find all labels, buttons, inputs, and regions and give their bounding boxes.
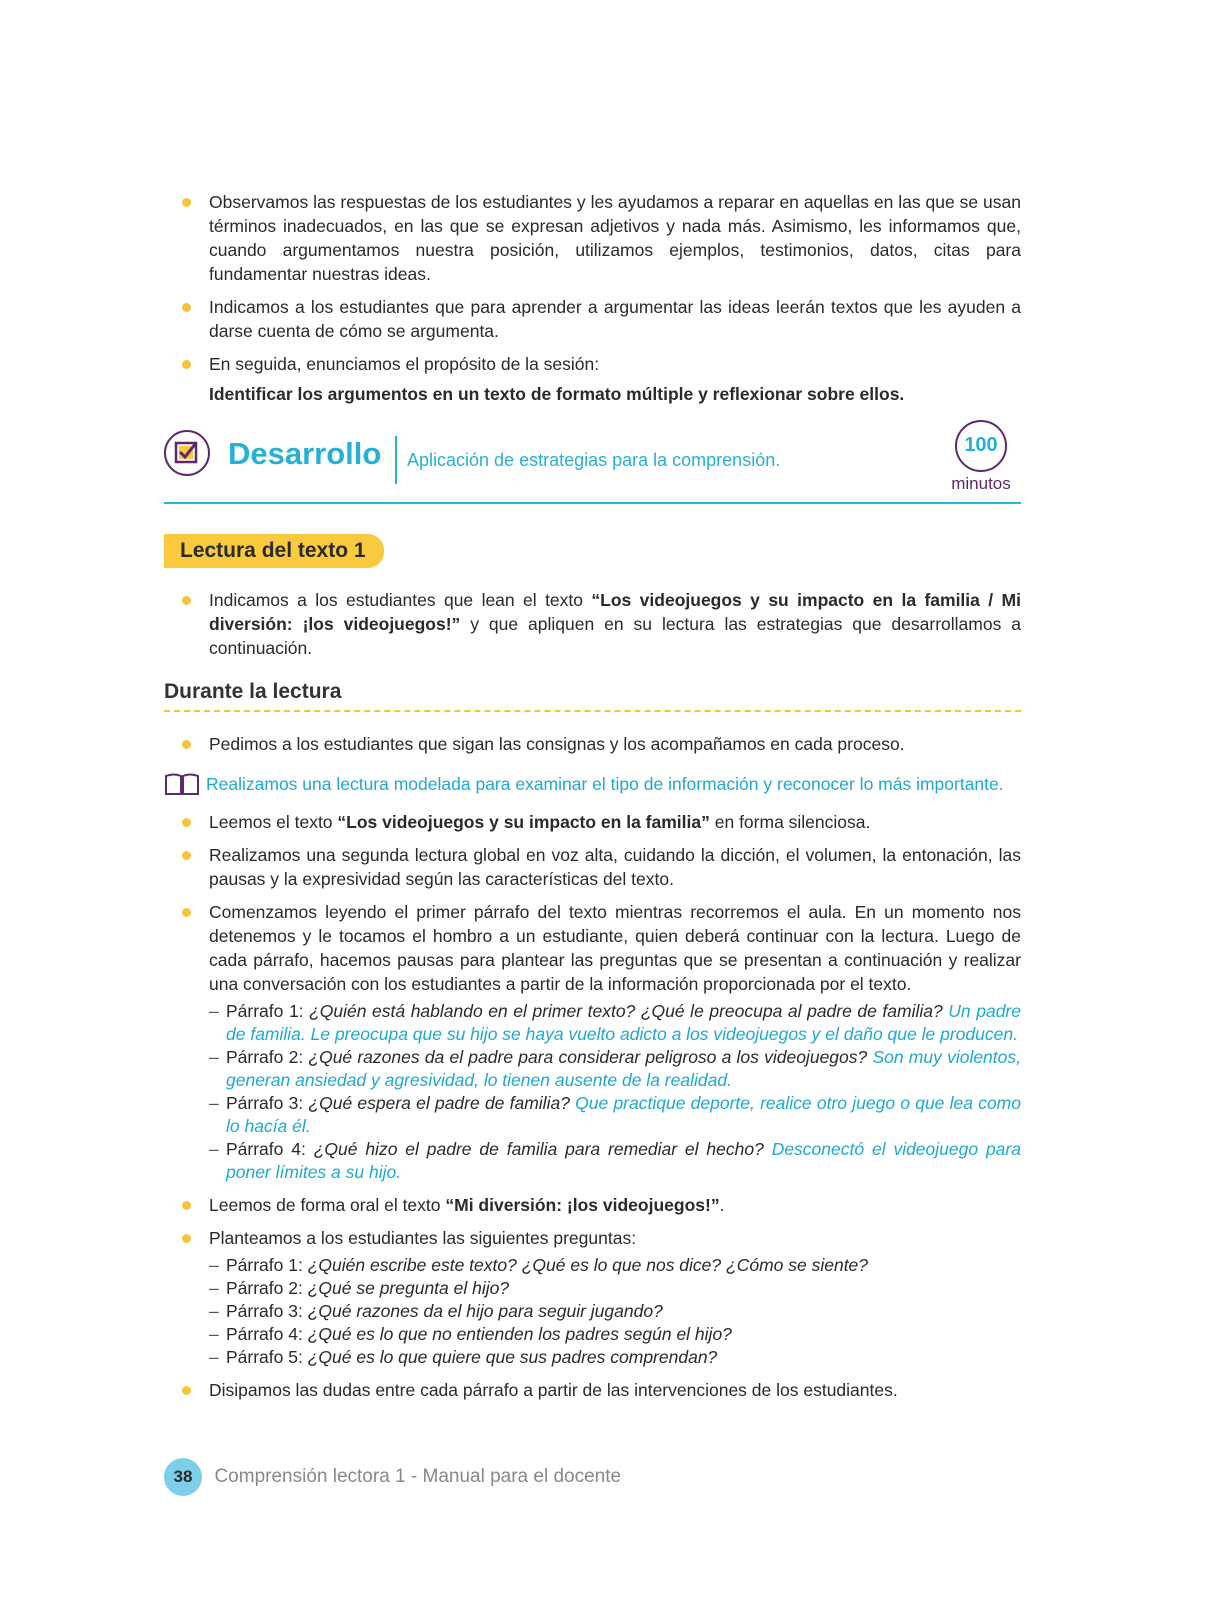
bullet-dot-icon	[182, 1201, 191, 1210]
list-item	[164, 295, 1021, 343]
intro-bullets	[164, 190, 1021, 406]
durante-bullets	[164, 732, 1021, 756]
timer-value: 100	[964, 434, 998, 456]
answer: Son muy violentos, generan ansiedad y agresividad, lo tienen ausente de la realidad.	[226, 1047, 1021, 1090]
question-item: – Párrafo 4: ¿Qué es lo que no entienden los padres según el hijo?	[209, 1324, 732, 1344]
list-item	[164, 900, 1021, 1184]
question: ¿Qué es lo que no entienden los padres según el hijo?	[307, 1324, 732, 1344]
book-icon	[164, 772, 200, 796]
question: ¿Quién escribe este texto? ¿Qué es lo que nos dice? ¿Cómo se siente?	[307, 1255, 869, 1275]
paragraph-label: Párrafo 2:	[226, 1047, 309, 1067]
paragraph-questions-2	[209, 1254, 1021, 1369]
text-title: “Mi diversión: ¡los videojuegos!”	[445, 1195, 720, 1215]
question-item: – Párrafo 5: ¿Qué es lo que quiere que sus padres comprendan?	[209, 1347, 718, 1367]
paragraph-label: Párrafo 5:	[226, 1347, 308, 1367]
footer-title: Comprensión lectora 1 - Manual para el docente	[214, 1466, 622, 1487]
question: ¿Qué razones da el padre para considerar peligroso a los videojuegos?	[308, 1047, 873, 1067]
paragraph-questions-1	[209, 1000, 1021, 1184]
question-item: – Párrafo 1: ¿Quién escribe este texto? ¿Qué es lo que nos dice? ¿Cómo se siente?	[209, 1255, 869, 1275]
list-item	[164, 732, 1021, 756]
session-purpose: Identificar los argumentos en un texto de formato múltiple y reflexionar sobre ellos.	[209, 384, 905, 404]
desarrollo-header	[164, 420, 1021, 504]
bullet-text: Indicamos a los estudiantes que para aprender a argumentar las ideas leerán textos que les ayuden a darse cuenta de cómo se argumenta.	[209, 297, 1021, 341]
durante-title: Durante la lectura	[164, 680, 1021, 712]
list-item	[164, 843, 1021, 891]
answer: Un padre de familia. Le preocupa que su hijo se haya vuelto adicto a los videojuegos y el daño que le producen.	[226, 1001, 1021, 1044]
bullet-text: Realizamos una segunda lectura global en voz alta, cuidando la dicción, el volumen, la entonación, las pausas y la expresividad según las características del texto.	[209, 845, 1021, 889]
answer: Desconectó el videojuego para poner límites a su hijo.	[226, 1139, 1021, 1182]
timer-badge	[941, 420, 1021, 494]
lectura-label: Lectura del texto 1	[164, 534, 384, 568]
desarrollo-title: Desarrollo	[228, 436, 382, 471]
bullet-text: Indicamos a los estudiantes que lean el texto	[209, 590, 592, 610]
bullet-text: Planteamos a los estudiantes las siguientes preguntas:	[209, 1228, 637, 1248]
question-item: – Párrafo 1: ¿Quién está hablando en el primer texto? ¿Qué le preocupa al padre de familia? Un padre de familia. Le preocupa que su hijo se haya vuelto adicto a los videojuegos y el daño que le producen.	[209, 1001, 1021, 1044]
bullet-dot-icon	[182, 198, 191, 207]
list-item	[164, 1193, 1021, 1217]
list-item	[164, 190, 1021, 286]
bullet-dot-icon	[182, 303, 191, 312]
text-title: “Los videojuegos y su impacto en la familia / Mi diversión: ¡los videojuegos!”	[209, 590, 1021, 634]
reading-steps	[164, 810, 1021, 1402]
bullet-dot-icon	[182, 1386, 191, 1395]
bullet-text: Disipamos las dudas entre cada párrafo a partir de las intervenciones de los estudiantes.	[209, 1380, 898, 1400]
bullet-dot-icon	[182, 851, 191, 860]
bullet-dot-icon	[182, 818, 191, 827]
modeled-text: Realizamos una lectura modelada para examinar el tipo de información y reconocer lo más importante.	[206, 774, 1004, 794]
checkbox-icon	[164, 430, 210, 476]
question-item: – Párrafo 2: ¿Qué razones da el padre para considerar peligroso a los videojuegos? Son muy violentos, generan ansiedad y agresividad, lo tienen ausente de la realidad.	[209, 1047, 1021, 1090]
page-number: 38	[164, 1458, 202, 1496]
bullet-text: Observamos las respuestas de los estudiantes y les ayudamos a reparar en aquellas en las que se usan términos inadecuados, en las que se expresan adjetivos y nada más. Asimismo, les informamos que, cuando argumentamos nuestra posición, utilizamos ejemplos, testimonios, datos, citas para fundamentar nuestras ideas.	[209, 192, 1021, 284]
timer-unit: minutos	[951, 474, 1011, 493]
paragraph-label: Párrafo 3:	[226, 1093, 309, 1113]
bullet-text: y que apliquen en su lectura las estrategias que desarrollamos a continuación.	[209, 614, 1021, 658]
bullet-text: en forma silenciosa.	[709, 812, 871, 832]
bullet-dot-icon	[182, 596, 191, 605]
question: ¿Quién está hablando en el primer texto? ¿Qué le preocupa al padre de familia?	[309, 1001, 949, 1021]
question-item: – Párrafo 4: ¿Qué hizo el padre de familia para remediar el hecho? Desconectó el videojuego para poner límites a su hijo.	[209, 1139, 1021, 1182]
bullet-text: .	[719, 1195, 725, 1215]
list-item	[164, 588, 1021, 660]
list-item	[164, 1378, 1021, 1402]
paragraph-label: Párrafo 1:	[226, 1001, 310, 1021]
bullet-text: Comenzamos leyendo el primer párrafo del texto mientras recorremos el aula. En un momento nos detenemos y le tocamos el hombro a un estudiante, quien deberá continuar con la lectura. Luego de cada párrafo, hacemos pausas para plantear las preguntas que se presentan a continuación y realizar una conversación con los estudiantes a partir de la información proporcionada por el texto.	[209, 902, 1021, 994]
page-footer	[164, 1458, 621, 1496]
question: ¿Qué se pregunta el hijo?	[307, 1278, 510, 1298]
clock-icon	[955, 420, 1007, 472]
bullet-text: Leemos de forma oral el texto	[209, 1195, 446, 1215]
list-item	[164, 352, 1021, 406]
paragraph-label: Párrafo 2:	[226, 1278, 308, 1298]
question-item: – Párrafo 2: ¿Qué se pregunta el hijo?	[209, 1278, 510, 1298]
question: ¿Qué hizo el padre de familia para remediar el hecho?	[313, 1139, 772, 1159]
bullet-text: Leemos el texto	[209, 812, 338, 832]
header-divider	[395, 436, 397, 484]
question-item: – Párrafo 3: ¿Qué espera el padre de familia? Que practique deporte, realice otro juego o que lea como lo hacía él.	[209, 1093, 1021, 1136]
text-title: “Los videojuegos y su impacto en la familia”	[337, 812, 710, 832]
modeled-reading-note	[164, 772, 1021, 796]
paragraph-label: Párrafo 4:	[226, 1139, 314, 1159]
bullet-dot-icon	[182, 360, 191, 369]
answer: Que practique deporte, realice otro juego o que lea como lo hacía él.	[226, 1093, 1021, 1136]
question-item: – Párrafo 3: ¿Qué razones da el hijo para seguir jugando?	[209, 1301, 663, 1321]
list-item	[164, 1226, 1021, 1369]
page-content	[164, 190, 1021, 1411]
bullet-dot-icon	[182, 908, 191, 917]
question: ¿Qué es lo que quiere que sus padres comprendan?	[307, 1347, 718, 1367]
list-item	[164, 810, 1021, 834]
bullet-dot-icon	[182, 1234, 191, 1243]
lectura-bullets	[164, 588, 1021, 660]
desarrollo-subtitle: Aplicación de estrategias para la comprensión.	[407, 450, 781, 470]
question: ¿Qué razones da el hijo para seguir jugando?	[307, 1301, 663, 1321]
bullet-text: Pedimos a los estudiantes que sigan las consignas y los acompañamos en cada proceso.	[209, 734, 905, 754]
paragraph-label: Párrafo 1:	[226, 1255, 308, 1275]
bullet-text: En seguida, enunciamos el propósito de la sesión:	[209, 354, 600, 374]
paragraph-label: Párrafo 4:	[226, 1324, 308, 1344]
question: ¿Qué espera el padre de familia?	[308, 1093, 576, 1113]
paragraph-label: Párrafo 3:	[226, 1301, 308, 1321]
bullet-dot-icon	[182, 740, 191, 749]
